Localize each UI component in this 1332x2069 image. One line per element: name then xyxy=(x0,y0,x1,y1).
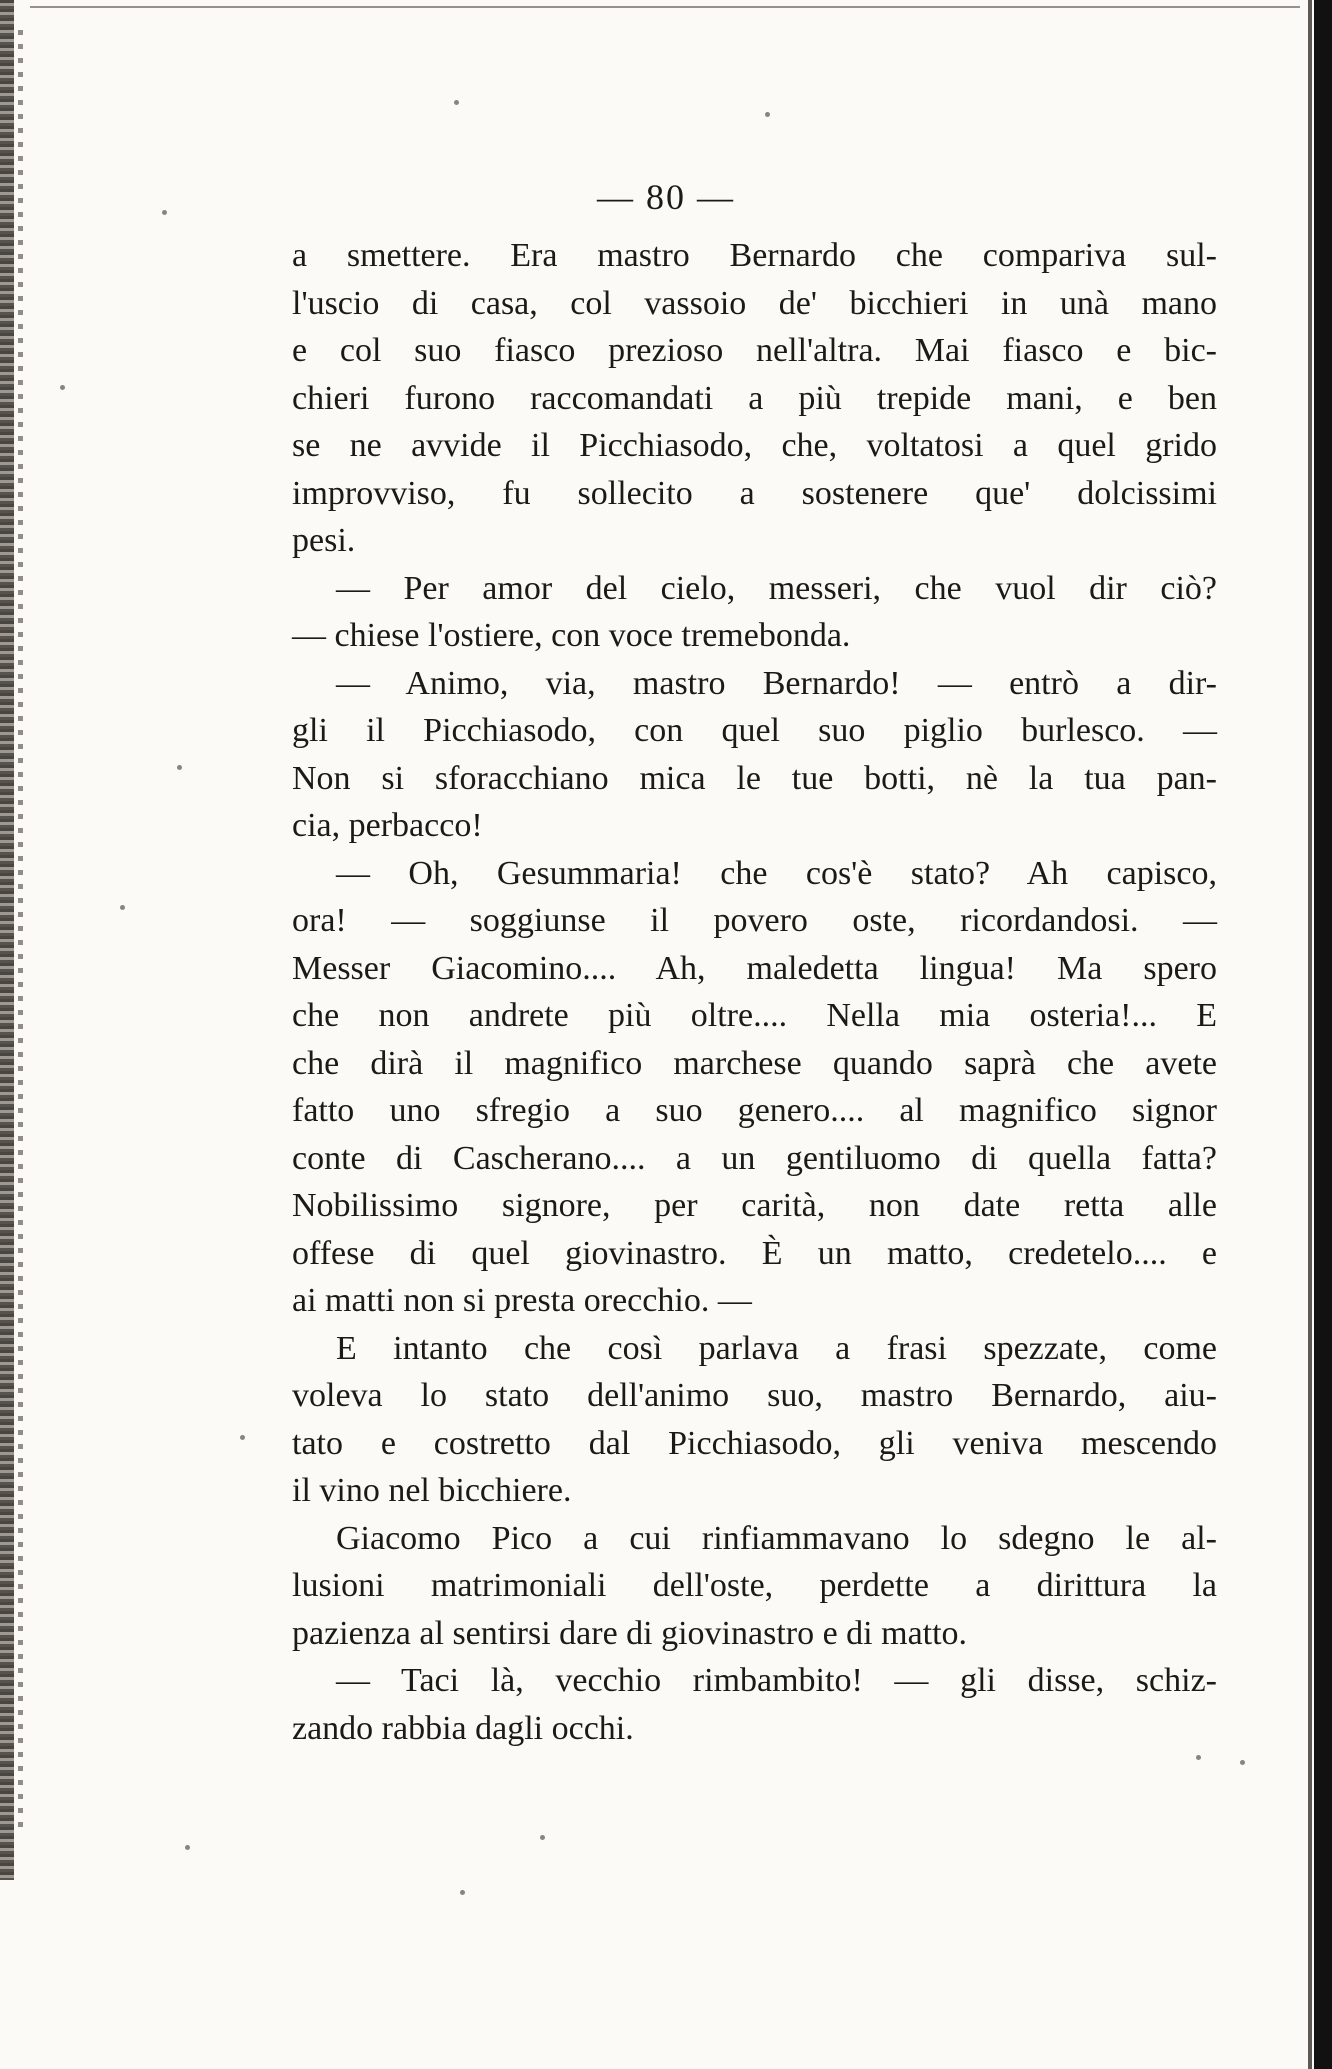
text-line: — Taci là, vecchio rimbambito! — gli disse, schiz- xyxy=(336,1662,1217,1699)
scan-speck xyxy=(240,1435,245,1440)
page-top-rule xyxy=(30,6,1300,8)
text-line: Messer Giacomino.... Ah, maledetta lingua! Ma spero xyxy=(292,949,1217,987)
page-edge-left xyxy=(0,0,14,1880)
text-line: ai matti non si presta orecchio. — xyxy=(292,1282,752,1319)
body-text xyxy=(292,232,1217,1752)
text-line: conte di Cascherano.... a un gentiluomo di quella fatta? xyxy=(292,1139,1217,1177)
text-line: e col suo fiasco prezioso nell'altra. Mai fiasco e bic- xyxy=(292,332,1217,369)
scan-speck xyxy=(765,112,770,117)
text-line: l'uscio di casa, col vassoio de' bicchieri in unà mano xyxy=(292,284,1217,322)
text-line: Nobilissimo signore, per carità, non date retta alle xyxy=(292,1187,1217,1224)
text-line: che dirà il magnifico marchese quando saprà che avete xyxy=(292,1044,1217,1082)
scan-speck xyxy=(454,100,459,105)
page-edge-right-inner xyxy=(1308,0,1312,2069)
text-line: voleva lo stato dell'animo suo, mastro Bernardo, aiu- xyxy=(292,1377,1217,1414)
scan-speck xyxy=(185,1845,190,1850)
text-line: il vino nel bicchiere. xyxy=(292,1472,572,1509)
text-line: — Animo, via, mastro Bernardo! — entrò a dir- xyxy=(336,664,1217,702)
scan-speck xyxy=(1196,1755,1201,1760)
text-line: ora! — soggiunse il povero oste, ricordandosi. — xyxy=(292,902,1217,939)
text-line: E intanto che così parlava a frasi spezzate, come xyxy=(336,1329,1217,1367)
text-line: — Oh, Gesummaria! che cos'è stato? Ah capisco, xyxy=(336,854,1217,892)
scan-speck xyxy=(177,765,182,770)
text-line: gli il Picchiasodo, con quel suo piglio burlesco. — xyxy=(292,712,1217,749)
page-number: — 80 — xyxy=(597,177,735,217)
page-edge-left-inner xyxy=(18,30,23,1830)
text-line: offese di quel giovinastro. È un matto, credetelo.... e xyxy=(292,1234,1217,1272)
text-line: lusioni matrimoniali dell'oste, perdette a dirittura la xyxy=(292,1567,1217,1604)
scan-speck xyxy=(540,1835,545,1840)
scan-speck xyxy=(1240,1760,1245,1765)
text-line: fatto uno sfregio a suo genero.... al magnifico signor xyxy=(292,1092,1217,1129)
text-line: a smettere. Era mastro Bernardo che compariva sul- xyxy=(292,237,1217,274)
page-edge-right xyxy=(1314,0,1332,2069)
text-line: — Per amor del cielo, messeri, che vuol dir ciò? xyxy=(336,569,1217,607)
scan-speck xyxy=(460,1890,465,1895)
text-line: cia, perbacco! xyxy=(292,807,483,844)
text-line: se ne avvide il Picchiasodo, che, voltatosi a quel grido xyxy=(292,427,1217,464)
text-line: pesi. xyxy=(292,522,356,559)
scan-speck xyxy=(60,385,65,390)
text-line: Giacomo Pico a cui rinfiammavano lo sdegno le al- xyxy=(336,1519,1217,1557)
text-line: zando rabbia dagli occhi. xyxy=(292,1709,634,1747)
text-line: improvviso, fu sollecito a sostenere que' dolcissimi xyxy=(292,474,1217,512)
scan-speck xyxy=(120,905,125,910)
text-line: tato e costretto dal Picchiasodo, gli veniva mescendo xyxy=(292,1424,1217,1462)
text-line: che non andrete più oltre.... Nella mia osteria!... E xyxy=(292,997,1217,1034)
text-line: Non si sforacchiano mica le tue botti, nè la tua pan- xyxy=(292,759,1217,797)
text-line: — chiese l'ostiere, con voce tremebonda. xyxy=(292,617,851,654)
text-line: pazienza al sentirsi dare di giovinastro e di matto. xyxy=(292,1614,968,1652)
text-line: chieri furono raccomandati a più trepide mani, e ben xyxy=(292,379,1217,417)
